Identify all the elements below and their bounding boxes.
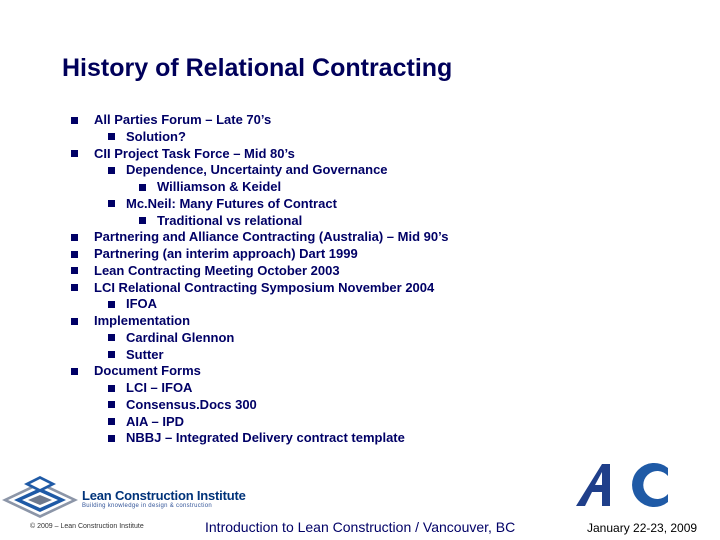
- footer-date: January 22-23, 2009: [587, 521, 698, 535]
- bullet-item: Partnering and Alliance Contracting (Australia) – Mid 90’s: [0, 229, 600, 246]
- slide-title: History of Relational Contracting: [62, 54, 453, 82]
- bullet-item: CII Project Task Force – Mid 80’s: [0, 146, 600, 163]
- sub-bullet-item: Sutter: [0, 347, 600, 364]
- sub-sub-bullet-item: Traditional vs relational: [0, 213, 600, 230]
- bullet-item: Lean Contracting Meeting October 2003: [0, 263, 600, 280]
- lci-org-name: Lean Construction Institute: [82, 488, 246, 503]
- square-bullet-icon: [71, 117, 78, 124]
- footer-presentation-title: Introduction to Lean Construction / Vancouver, BC: [205, 519, 516, 535]
- square-bullet-icon: [71, 284, 78, 291]
- sub-bullet-item: NBBJ – Integrated Delivery contract template: [0, 430, 600, 447]
- square-bullet-icon: [108, 334, 115, 341]
- square-bullet-icon: [71, 368, 78, 375]
- bullet-item: Document Forms: [0, 363, 600, 380]
- ac-logo-icon: [572, 458, 672, 510]
- bullet-item: LCI Relational Contracting Symposium November 2004: [0, 280, 600, 297]
- ac-logo-text: AC: [640, 509, 642, 510]
- square-bullet-icon: [139, 217, 146, 224]
- bullet-item: Implementation: [0, 313, 600, 330]
- square-bullet-icon: [108, 418, 115, 425]
- sub-bullet-item: LCI – IFOA: [0, 380, 600, 397]
- square-bullet-icon: [71, 251, 78, 258]
- bullet-list: [0, 112, 600, 447]
- sub-bullet-item: IFOA: [0, 296, 600, 313]
- square-bullet-icon: [108, 435, 115, 442]
- square-bullet-icon: [108, 167, 115, 174]
- square-bullet-icon: [108, 133, 115, 140]
- sub-sub-bullet-item: Williamson & Keidel: [0, 179, 600, 196]
- square-bullet-icon: [108, 385, 115, 392]
- square-bullet-icon: [139, 184, 146, 191]
- square-bullet-icon: [108, 301, 115, 308]
- sub-bullet-item: Mc.Neil: Many Futures of Contract: [0, 196, 600, 213]
- square-bullet-icon: [71, 267, 78, 274]
- bullet-item: Partnering (an interim approach) Dart 1999: [0, 246, 600, 263]
- sub-bullet-item: Dependence, Uncertainty and Governance: [0, 162, 600, 179]
- bullet-item: All Parties Forum – Late 70’s: [0, 112, 600, 129]
- square-bullet-icon: [108, 401, 115, 408]
- sub-bullet-item: AIA – IPD: [0, 414, 600, 431]
- sub-bullet-item: Consensus.Docs 300: [0, 397, 600, 414]
- square-bullet-icon: [108, 351, 115, 358]
- copyright-notice: © 2009 – Lean Construction Institute: [30, 523, 144, 530]
- sub-bullet-item: Solution?: [0, 129, 600, 146]
- square-bullet-icon: [108, 200, 115, 207]
- square-bullet-icon: [71, 318, 78, 325]
- square-bullet-icon: [71, 150, 78, 157]
- lci-tagline: Building knowledge in design & construction: [82, 503, 212, 509]
- sub-bullet-item: Cardinal Glennon: [0, 330, 600, 347]
- square-bullet-icon: [71, 234, 78, 241]
